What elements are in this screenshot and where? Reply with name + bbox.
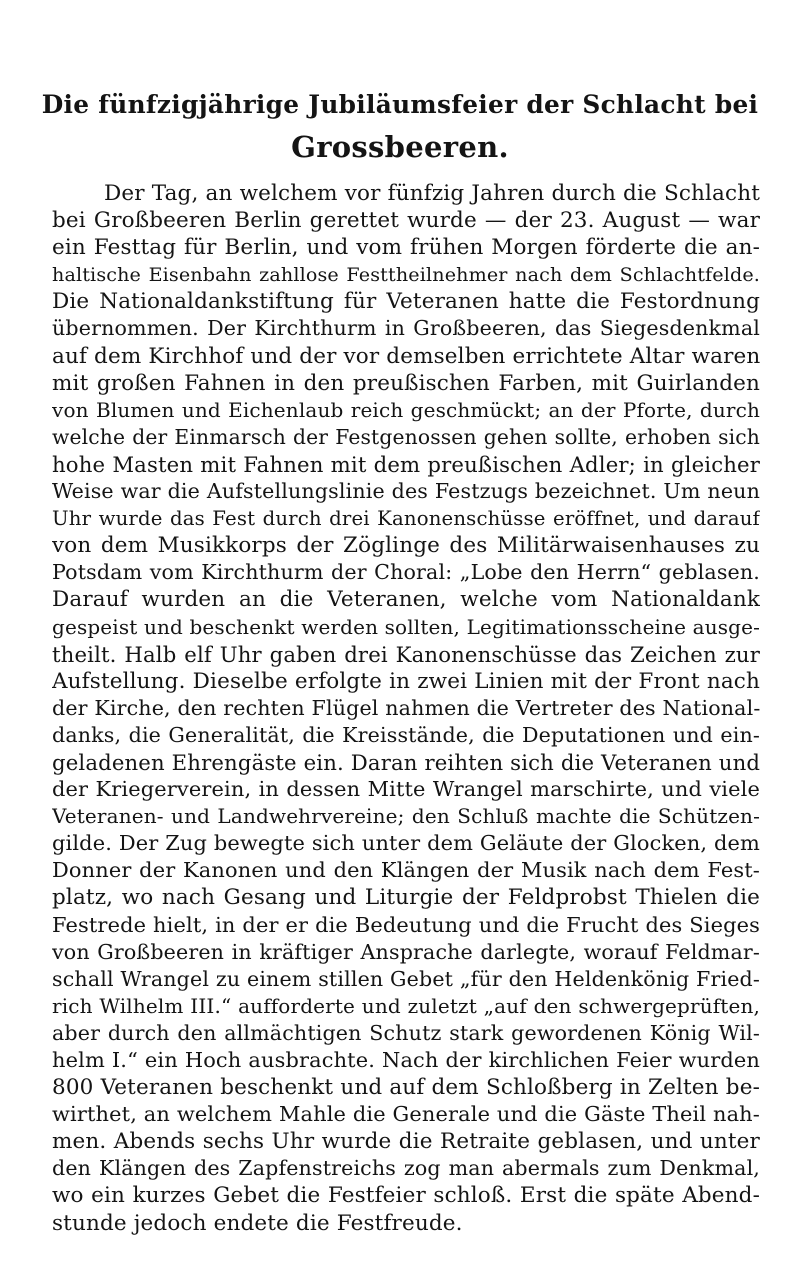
text-line: geladenen Ehrengäste ein. Daran reihten sich die Veteranen und bbox=[52, 749, 760, 775]
text-line: Weise war die Aufstellungslinie des Festzugs bezeichnet. Um neun bbox=[52, 479, 760, 504]
text-line: stunde jedoch endete die Festfreude. bbox=[52, 1210, 463, 1236]
title-line-2: Grossbeeren. bbox=[291, 130, 509, 164]
text-line: aber durch den allmächtigen Schutz stark gewordenen König Wil- bbox=[52, 1020, 760, 1045]
text-line: theilt. Halb elf Uhr gaben drei Kanonenschüsse das Zeichen zur bbox=[52, 641, 760, 667]
text-line: der Kriegerverein, in dessen Mitte Wrangel marschirte, und viele bbox=[52, 777, 760, 802]
text-line: bei Großbeeren Berlin gerettet wurde — der 23. August — war bbox=[52, 208, 760, 234]
text-line: den Klängen des Zapfenstreichs zog man abermals zum Denkmal, bbox=[52, 1156, 760, 1181]
text-line: haltische Eisenbahn zahllose Festtheilnehmer nach dem Schlachtfelde. bbox=[52, 263, 760, 287]
text-line: schall Wrangel zu einem stillen Gebet „für den Heldenkönig Fried- bbox=[52, 966, 760, 991]
text-line: danks, die Generalität, die Kreisstände, die Deputationen und ein- bbox=[52, 722, 760, 747]
text-line: wirthet, an welchem Mahle die Generale und die Gäste Theil nah- bbox=[52, 1102, 760, 1127]
text-line: Donner der Kanonen und den Klängen der Musik nach dem Fest- bbox=[52, 858, 760, 883]
text-line: mit großen Fahnen in den preußischen Farben, mit Guirlanden bbox=[52, 370, 760, 396]
text-line: Veteranen- und Landwehrvereine; den Schluß machte die Schützen- bbox=[52, 804, 760, 829]
text-line: welche der Einmarsch der Festgenossen gehen sollte, erhoben sich bbox=[52, 424, 760, 449]
text-line: Potsdam vom Kirchthurm der Choral: „Lobe den Herrn“ geblasen. bbox=[52, 560, 760, 585]
text-line: von dem Musikkorps der Zöglinge des Militärwaisenhauses zu bbox=[52, 533, 760, 559]
text-line: von Großbeeren in kräftiger Ansprache darlegte, worauf Feldmar- bbox=[52, 939, 760, 964]
text-line: men. Abends sechs Uhr wurde die Retraite geblasen, und unter bbox=[52, 1129, 760, 1155]
document-title bbox=[40, 84, 760, 168]
text-line: 800 Veteranen beschenkt und auf dem Schloßberg in Zelten be- bbox=[52, 1075, 760, 1101]
text-line: Die Nationaldankstiftung für Veteranen hatte die Festordnung bbox=[52, 289, 760, 315]
text-line: ein Festtag für Berlin, und vom frühen Morgen förderte die an- bbox=[52, 235, 760, 261]
text-line: gilde. Der Zug bewegte sich unter dem Geläute der Glocken, dem bbox=[52, 831, 760, 856]
text-line: helm I.“ ein Hoch ausbrachte. Nach der kirchlichen Feier wurden bbox=[52, 1048, 760, 1072]
text-line: wo ein kurzes Gebet die Festfeier schloß. Erst die späte Abend- bbox=[52, 1183, 760, 1209]
text-line: auf dem Kirchhof und der vor demselben errichtete Altar waren bbox=[52, 343, 760, 369]
title-line-1: Die fünfzigjährige Jubiläumsfeier der Schlacht bei bbox=[41, 90, 759, 119]
text-line: übernommen. Der Kirchthurm in Großbeeren, das Siegesdenkmal bbox=[52, 316, 760, 341]
text-line: Festrede hielt, in der er die Bedeutung und die Frucht des Sieges bbox=[52, 912, 760, 937]
text-line: platz, wo nach Gesang und Liturgie der Feldprobst Thielen die bbox=[52, 885, 760, 911]
text-line: rich Wilhelm III.“ aufforderte und zuletzt „auf den schwergeprüften, bbox=[52, 993, 760, 1018]
text-line: hohe Masten mit Fahnen mit dem preußischen Adler; in gleicher bbox=[52, 451, 760, 477]
text-line: von Blumen und Eichenlaub reich geschmückt; an der Pforte, durch bbox=[52, 397, 760, 422]
text-line: Der Tag, an welchem vor fünfzig Jahren durch die Schlacht bbox=[104, 181, 760, 206]
text-line: der Kirche, den rechten Flügel nahmen die Vertreter des National- bbox=[52, 695, 760, 720]
text-line: Aufstellung. Dieselbe erfolgte in zwei Linien mit der Front nach bbox=[52, 668, 760, 694]
text-line: Uhr wurde das Fest durch drei Kanonenschüsse eröffnet, und darauf bbox=[52, 507, 760, 531]
text-line: Darauf wurden an die Veteranen, welche vom Nationaldank bbox=[52, 587, 760, 613]
body-paragraph bbox=[52, 180, 760, 1237]
text-line: gespeist und beschenkt werden sollten, Legitimationsscheine ausge- bbox=[52, 614, 760, 639]
